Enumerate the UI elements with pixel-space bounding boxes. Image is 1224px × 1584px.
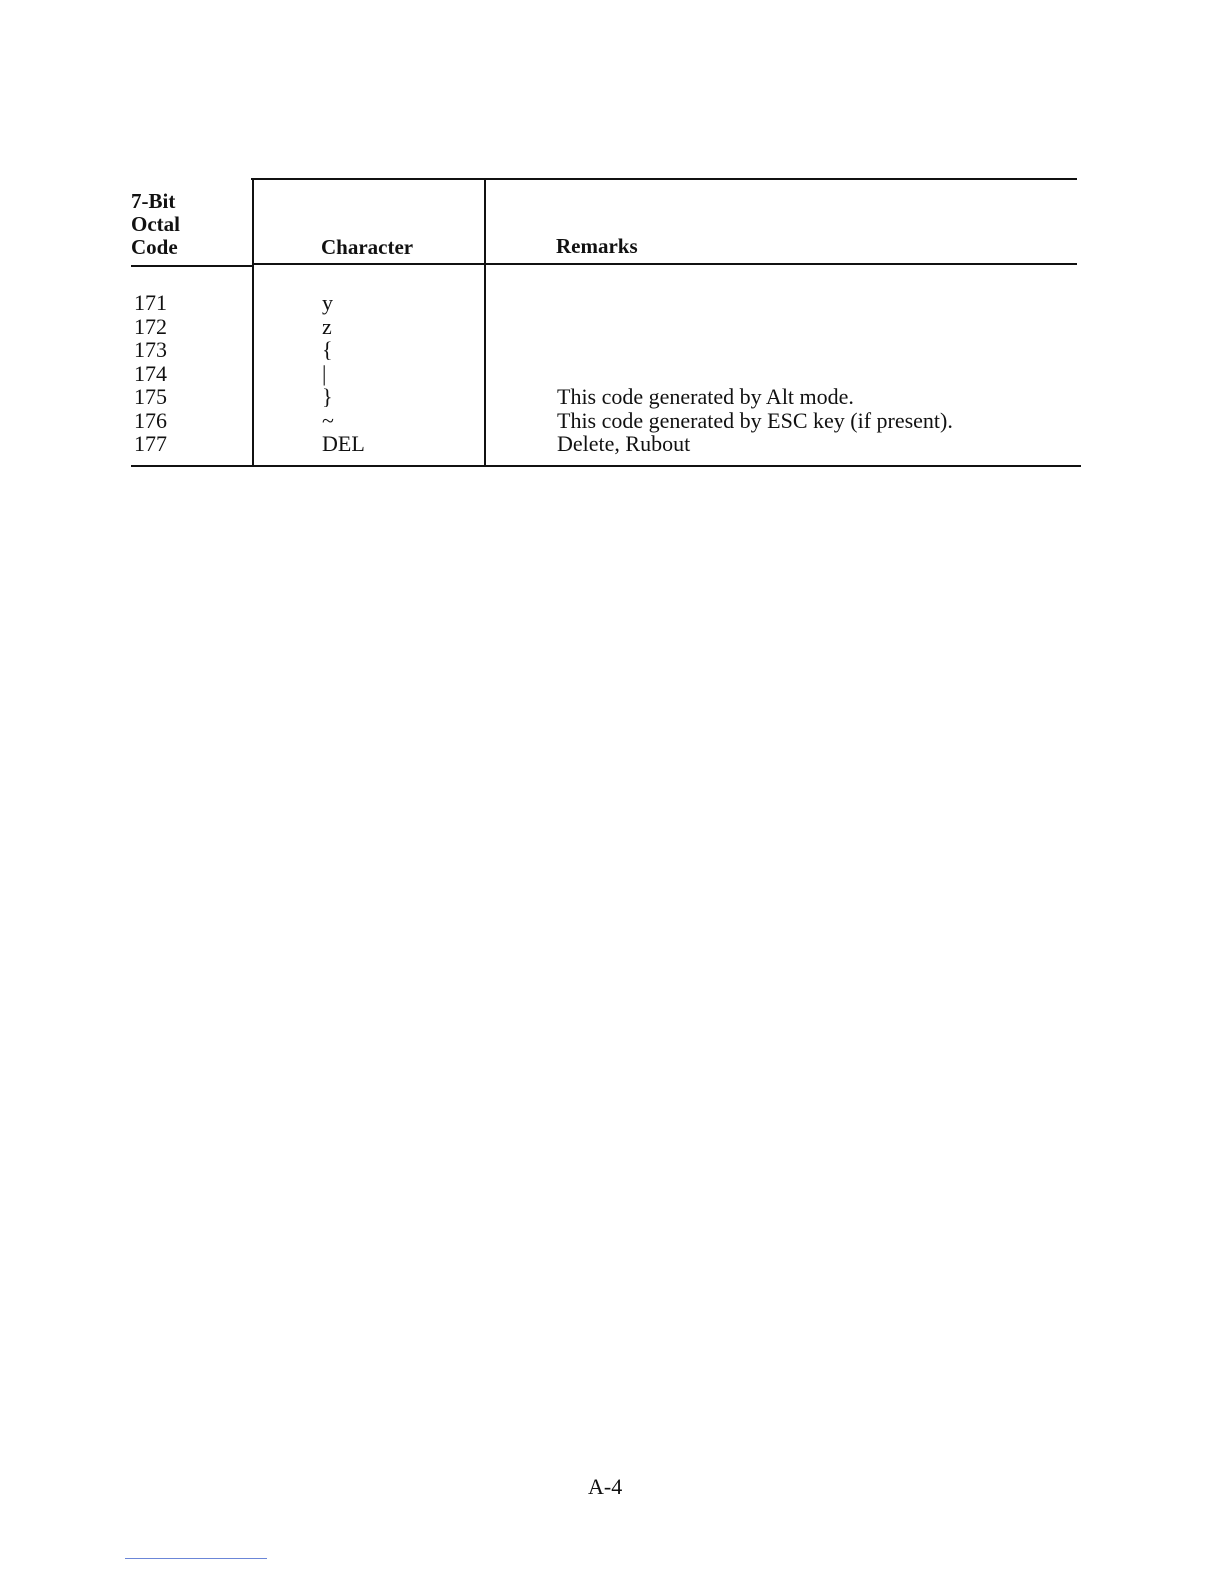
cell-character: y [322,290,333,315]
header-code-line: Code [131,235,178,259]
remarks-column [557,291,953,456]
cell-code: 173 [134,337,167,362]
cell-remarks: Delete, Rubout [557,431,691,456]
cell-code: 172 [134,313,167,339]
table-bottom-rule [131,465,1081,467]
scan-artifact-line [125,1558,267,1559]
cell-character: ~ [322,407,334,433]
cell-remarks: This code generated by Alt mode. [557,384,854,409]
header-code-line: Octal [131,212,180,236]
header-remarks: Remarks [556,234,638,258]
cell-character: | [322,360,327,386]
cell-character: z [322,313,332,339]
cell-character: { [322,337,333,362]
cell-code: 176 [134,407,167,433]
cell-remarks [557,291,953,315]
header-bottom-rule [131,265,253,267]
octal-code-table [131,178,1081,468]
cell-remarks [557,315,953,339]
cell-remarks [557,362,953,386]
cell-remarks: This code generated by ESC key (if present). [557,407,953,433]
column-divider [484,178,486,467]
cell-code: 175 [134,384,167,409]
cell-character: DEL [322,431,365,456]
header-code-line: 7-Bit [131,189,176,213]
cell-code: 174 [134,360,167,386]
page-number: A-4 [588,1474,623,1499]
cell-code: 177 [134,431,167,456]
cell-character: } [322,384,333,409]
column-divider [252,178,254,467]
header-bottom-rule [253,263,1077,265]
header-character: Character [321,235,414,259]
header-code [131,190,180,259]
code-column [134,291,167,456]
table-top-rule [251,178,1077,180]
cell-code: 171 [134,290,167,315]
cell-remarks [557,338,953,362]
character-column [322,291,365,456]
